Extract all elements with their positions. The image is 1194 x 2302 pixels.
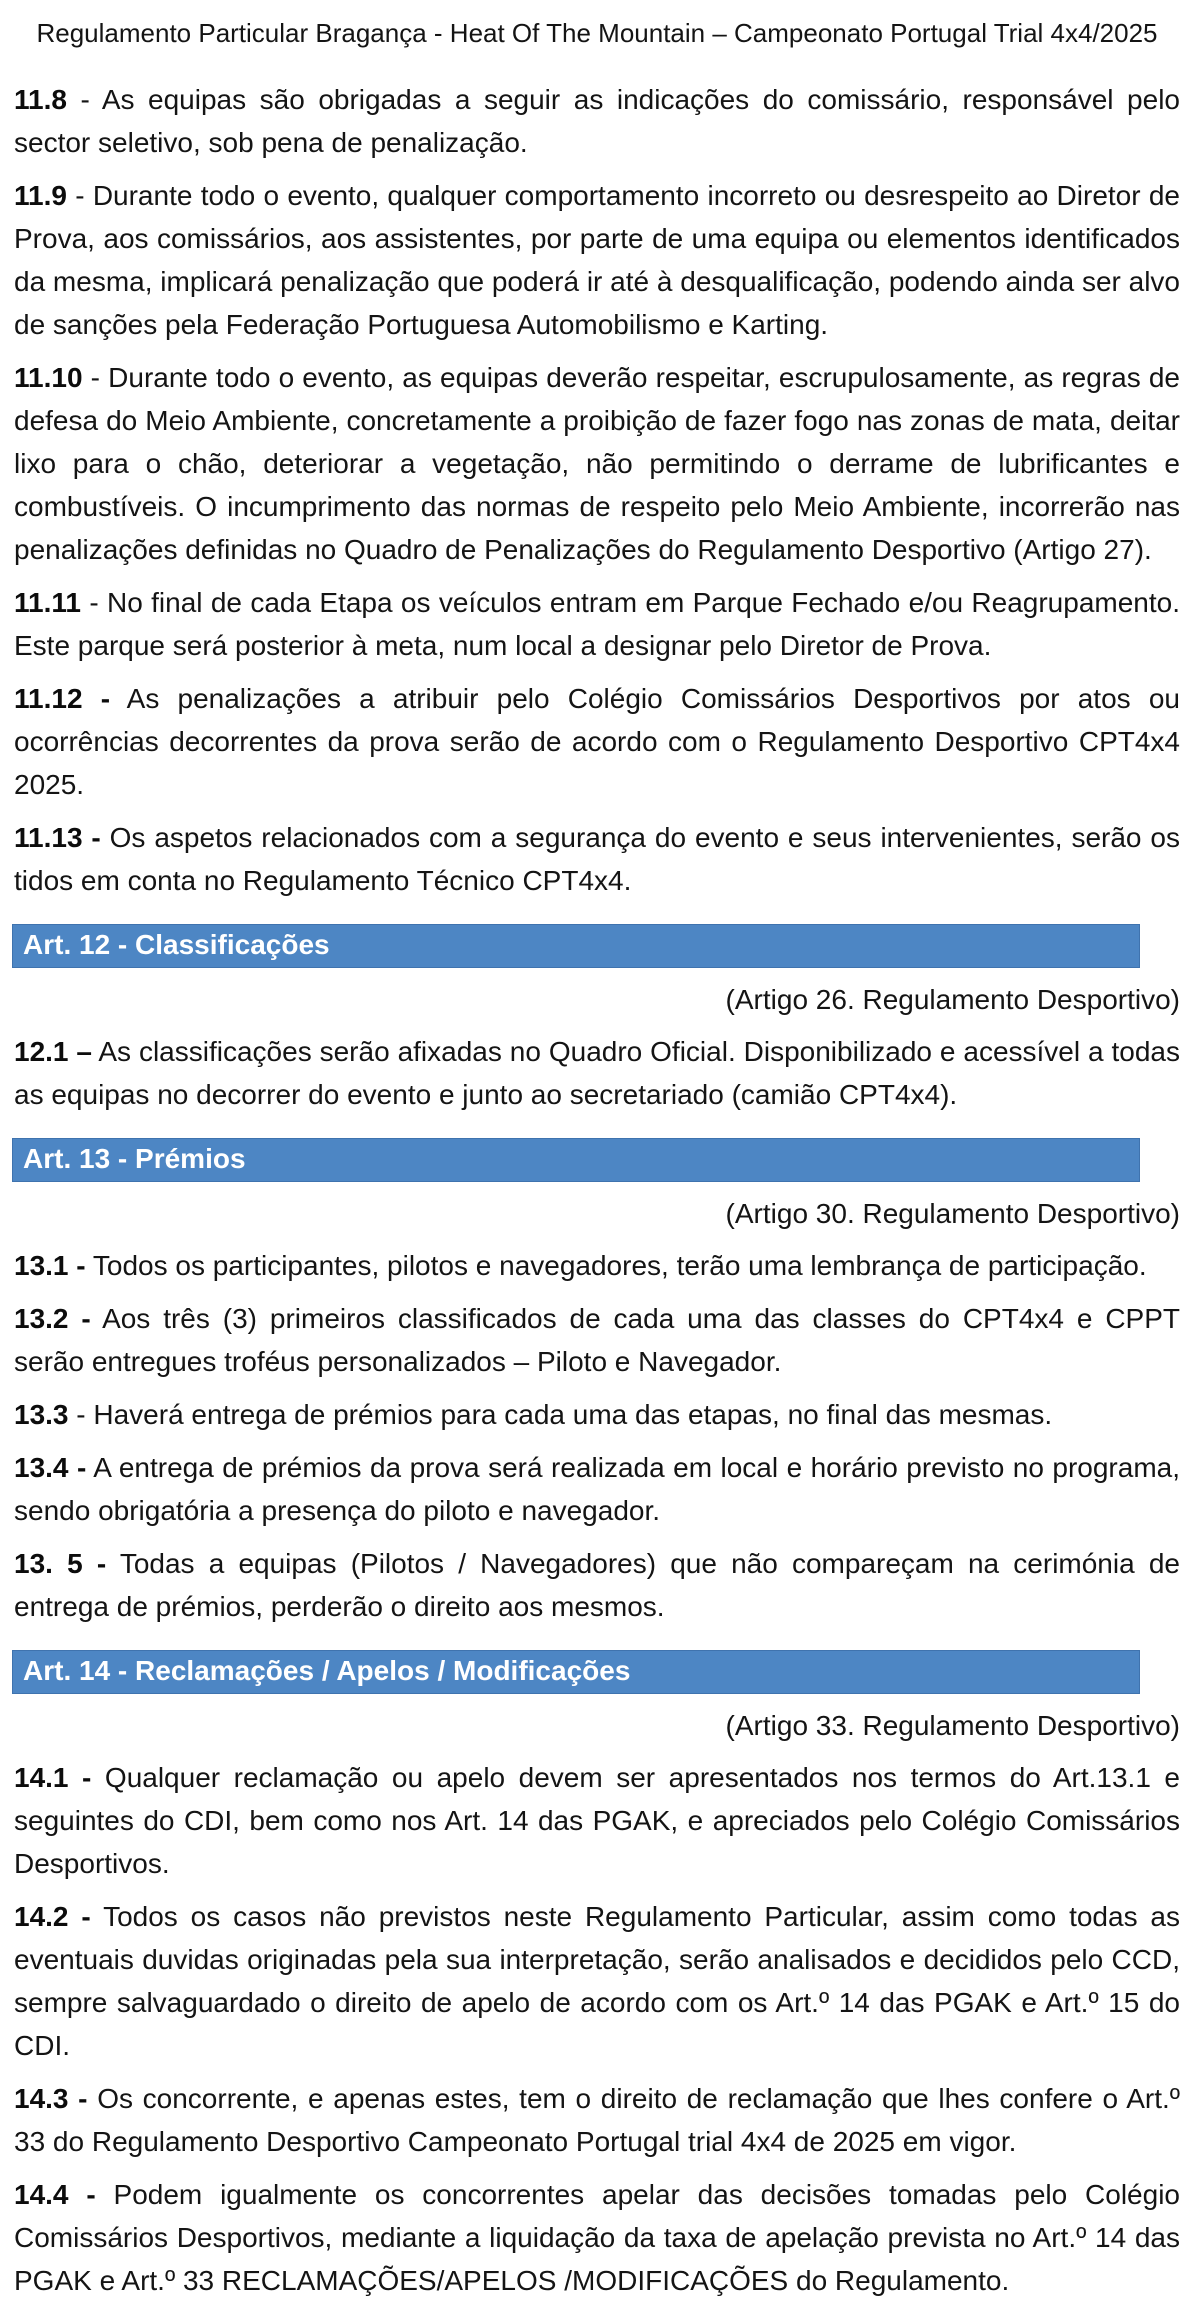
regulation-paragraph	[14, 1895, 1180, 2067]
clause-text: As penalizações a atribuir pelo Colégio Comissários Desportivos por atos ou ocorrências decorrentes da prova serão de acordo com o Regulamento Desportivo CPT4x4 2025.	[14, 683, 1180, 800]
clause-text: Os concorrente, e apenas estes, tem o direito de reclamação que lhes confere o Art.º 33 do Regulamento Desportivo Campeonato Portugal trial 4x4 de 2025 em vigor.	[14, 2083, 1180, 2157]
article-header-label: Art. 14 - Reclamações / Apelos / Modificações	[23, 1655, 631, 1686]
clause-number: 14.1 -	[14, 1762, 92, 1793]
clause-text: Os aspetos relacionados com a segurança do evento e seus intervenientes, serão os tidos em conta no Regulamento Técnico CPT4x4.	[14, 822, 1180, 896]
regulation-paragraph	[14, 2077, 1180, 2163]
clause-number: 14.4 -	[14, 2179, 96, 2210]
clause-text: Aos três (3) primeiros classificados de cada uma das classes do CPT4x4 e CPPT serão entregues troféus personalizados – Piloto e Navegador.	[14, 1303, 1180, 1377]
article-header-bar	[12, 924, 1140, 968]
clause-number: 11.11	[14, 587, 81, 618]
article-header-bar	[12, 1650, 1140, 1694]
regulation-paragraph	[14, 1030, 1180, 1116]
regulation-paragraph	[14, 677, 1180, 806]
clause-text: A entrega de prémios da prova será realizada em local e horário previsto no programa, sendo obrigatória a presença do piloto e navegador.	[14, 1452, 1180, 1526]
regulation-paragraph	[14, 581, 1180, 667]
clause-text: - Haverá entrega de prémios para cada uma das etapas, no final das mesmas.	[68, 1399, 1053, 1430]
clause-text: Todas a equipas (Pilotos / Navegadores) que não compareçam na cerimónia de entrega de prémios, perderão o direito aos mesmos.	[14, 1548, 1180, 1622]
regulation-reference-note: (Artigo 30. Regulamento Desportivo)	[725, 1198, 1180, 1229]
clause-number: 11.10	[14, 362, 83, 393]
regulation-paragraph	[14, 78, 1180, 164]
clause-number: 14.2 -	[14, 1901, 91, 1932]
clause-text: As classificações serão afixadas no Quadro Oficial. Disponibilizado e acessível a todas as equipas no decorrer do evento e junto ao secretariado (camião CPT4x4).	[14, 1036, 1180, 1110]
clause-number: 11.8	[14, 84, 67, 115]
clause-text: - Durante todo o evento, qualquer comportamento incorreto ou desrespeito ao Diretor de Prova, aos comissários, aos assistentes, por parte de uma equipa ou elementos identificados da mesma, implicará penalização que poderá ir até à desqualificação, podendo ainda ser alvo de sanções pela Federação Portuguesa Automobilismo e Karting.	[14, 180, 1180, 340]
clause-number: 13. 5 -	[14, 1548, 107, 1579]
regulation-paragraph	[14, 1756, 1180, 1885]
document-title: Regulamento Particular Bragança - Heat Of The Mountain – Campeonato Portugal Trial 4x4/2025	[36, 18, 1158, 48]
regulation-paragraph	[14, 1446, 1180, 1532]
regulation-paragraph	[14, 2173, 1180, 2302]
regulation-paragraph	[14, 1393, 1180, 1436]
document-body	[14, 78, 1180, 2302]
clause-number: 13.4 -	[14, 1452, 87, 1483]
article-header-label: Art. 12 - Classificações	[23, 929, 330, 960]
clause-number: 13.3	[14, 1399, 69, 1430]
regulation-paragraph	[14, 1244, 1180, 1287]
regulation-paragraph	[14, 356, 1180, 571]
regulation-paragraph	[14, 1542, 1180, 1628]
clause-text: - No final de cada Etapa os veículos entram em Parque Fechado e/ou Reagrupamento. Este parque será posterior à meta, num local a designar pelo Diretor de Prova.	[14, 587, 1180, 661]
clause-number: 13.1 -	[14, 1250, 86, 1281]
clause-number: 14.3 -	[14, 2083, 88, 2114]
clause-text: Todos os participantes, pilotos e navegadores, terão uma lembrança de participação.	[85, 1250, 1147, 1281]
clause-text: Podem igualmente os concorrentes apelar das decisões tomadas pelo Colégio Comissários Desportivos, mediante a liquidação da taxa de apelação prevista no Art.º 14 das PGAK e Art.º 33 RECLAMAÇÕES/APELOS /MODIFICAÇÕES do Regulamento.	[14, 2179, 1180, 2296]
clause-text: - Durante todo o evento, as equipas deverão respeitar, escrupulosamente, as regras de defesa do Meio Ambiente, concretamente a proibição de fazer fogo nas zonas de mata, deitar lixo para o chão, deteriorar a vegetação, não permitindo o derrame de lubrificantes e combustíveis. O incumprimento das normas de respeito pelo Meio Ambiente, incorrerão nas penalizações definidas no Quadro de Penalizações do Regulamento Desportivo (Artigo 27).	[14, 362, 1180, 565]
clause-number: 11.9	[14, 180, 67, 211]
regulation-reference-note: (Artigo 26. Regulamento Desportivo)	[725, 984, 1180, 1015]
clause-number: 13.2 -	[14, 1303, 91, 1334]
clause-text: Todos os casos não previstos neste Regulamento Particular, assim como todas as eventuais duvidas originadas pela sua interpretação, serão analisados e decididos pelo CCD, sempre salvaguardado o direito de apelo de acordo com os Art.º 14 das PGAK e Art.º 15 do CDI.	[14, 1901, 1181, 2061]
clause-number: 12.1 –	[14, 1036, 92, 1067]
regulation-paragraph	[14, 816, 1180, 902]
regulation-paragraph	[14, 174, 1180, 346]
clause-number: 11.12 -	[14, 683, 111, 714]
regulation-paragraph	[14, 1297, 1180, 1383]
article-header-label: Art. 13 - Prémios	[23, 1143, 246, 1174]
clause-text: - As equipas são obrigadas a seguir as indicações do comissário, responsável pelo sector seletivo, sob pena de penalização.	[14, 84, 1180, 158]
clause-text: Qualquer reclamação ou apelo devem ser apresentados nos termos do Art.13.1 e seguintes do CDI, bem como nos Art. 14 das PGAK, e apreciados pelo Colégio Comissários Desportivos.	[14, 1762, 1181, 1879]
regulation-reference-note: (Artigo 33. Regulamento Desportivo)	[725, 1710, 1180, 1741]
article-header-bar	[12, 1138, 1140, 1182]
clause-number: 11.13 -	[14, 822, 101, 853]
